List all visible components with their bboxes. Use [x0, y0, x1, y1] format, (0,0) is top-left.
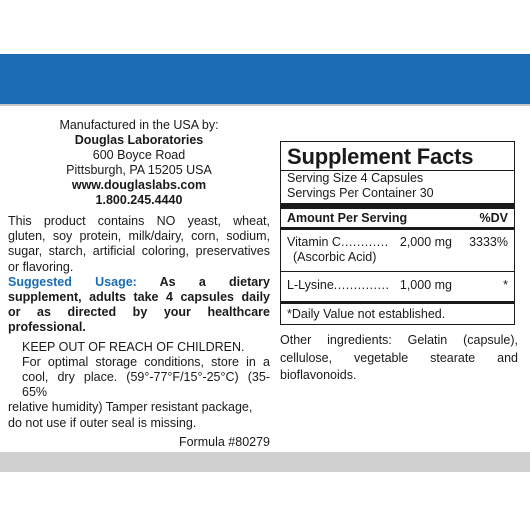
nutrient-name: L-Lysine: [287, 278, 334, 292]
nutrient-row: [287, 278, 508, 293]
manufacturer-street: 600 Boyce Road: [92, 148, 186, 162]
band-divider: [0, 104, 530, 106]
bottom-color-band: [0, 452, 530, 472]
nutrient-amount: 2,000 mg: [399, 235, 452, 249]
suggested-usage-label: Suggested Usage:: [8, 274, 137, 289]
serving-size: Serving Size 4 Capsules: [287, 171, 424, 185]
suggested-usage-first-line: [8, 275, 270, 290]
leader-dots: ............: [340, 235, 389, 249]
suggested-usage: [8, 275, 270, 336]
manufacturer-name: Douglas Laboratories: [74, 133, 204, 147]
nutrient-row: [287, 235, 508, 250]
suggested-usage-text: As a dietary: [159, 274, 271, 289]
allergen-statement: [8, 214, 270, 275]
nutrient-entry: [287, 272, 508, 301]
dv-header: %DV: [479, 211, 508, 225]
nutrient-entry: [287, 230, 508, 265]
storage-instructions: [8, 355, 270, 401]
nutrient-dv: *: [503, 278, 508, 292]
storage-line: cool, dry place. (59°-77°F/15°-25°C) (35-65%: [22, 370, 270, 400]
suggested-usage-line: professional.: [8, 320, 86, 335]
suggested-usage-line: supplement, adults take 4 capsules daily: [8, 290, 270, 305]
other-ingredients: Other ingredients: Gelatin (capsule), cellulose, vegetable stearate and bioflavonoids.: [280, 333, 518, 382]
nutrient-name: Vitamin C: [287, 235, 341, 249]
amount-header: Amount Per Serving: [287, 211, 408, 225]
nutrient-source: (Ascorbic Acid): [293, 250, 377, 264]
allergen-line: This product contains NO yeast, wheat,: [8, 214, 270, 228]
allergen-line: or flavoring.: [8, 259, 74, 274]
storage-line: relative humidity) Tamper resistant package,: [8, 400, 253, 415]
manufacturer-info: [0, 118, 278, 208]
storage-instructions-continued: [8, 400, 270, 430]
allergen-line: sugar, starch, artificial coloring, preservatives: [8, 244, 270, 259]
suggested-usage-line: or as directed by your healthcare: [8, 305, 270, 320]
manufacturer-city: Pittsburgh, PA 15205 USA: [66, 163, 212, 177]
nutrient-dv: 3333%: [469, 235, 508, 249]
child-warning: KEEP OUT OF REACH OF CHILDREN.: [22, 339, 245, 354]
supplement-facts-title: Supplement Facts: [287, 144, 474, 169]
storage-line: For optimal storage conditions, store in a: [22, 354, 270, 369]
top-color-band: [0, 54, 530, 104]
formula-number: Formula #80279: [178, 434, 270, 449]
daily-value-footnote: *Daily Value not established.: [287, 307, 446, 321]
facts-header-row: [287, 209, 508, 227]
manufacturer-website: www.douglaslabs.com: [71, 178, 207, 192]
allergen-line: gluten, soy protein, milk/dairy, corn, sodium,: [8, 229, 270, 244]
supplement-facts-panel: [280, 141, 515, 325]
nutrient-amount: 1,000 mg: [399, 278, 452, 292]
storage-line: do not use if outer seal is missing.: [8, 415, 197, 430]
manufacturer-phone: 1.800.245.4440: [95, 193, 183, 207]
label-left-column: [8, 214, 270, 450]
servings-per-container: Servings Per Container 30: [287, 186, 434, 200]
leader-dots: ..............: [333, 278, 390, 292]
manufacturer-intro: Manufactured in the USA by:: [59, 118, 219, 132]
